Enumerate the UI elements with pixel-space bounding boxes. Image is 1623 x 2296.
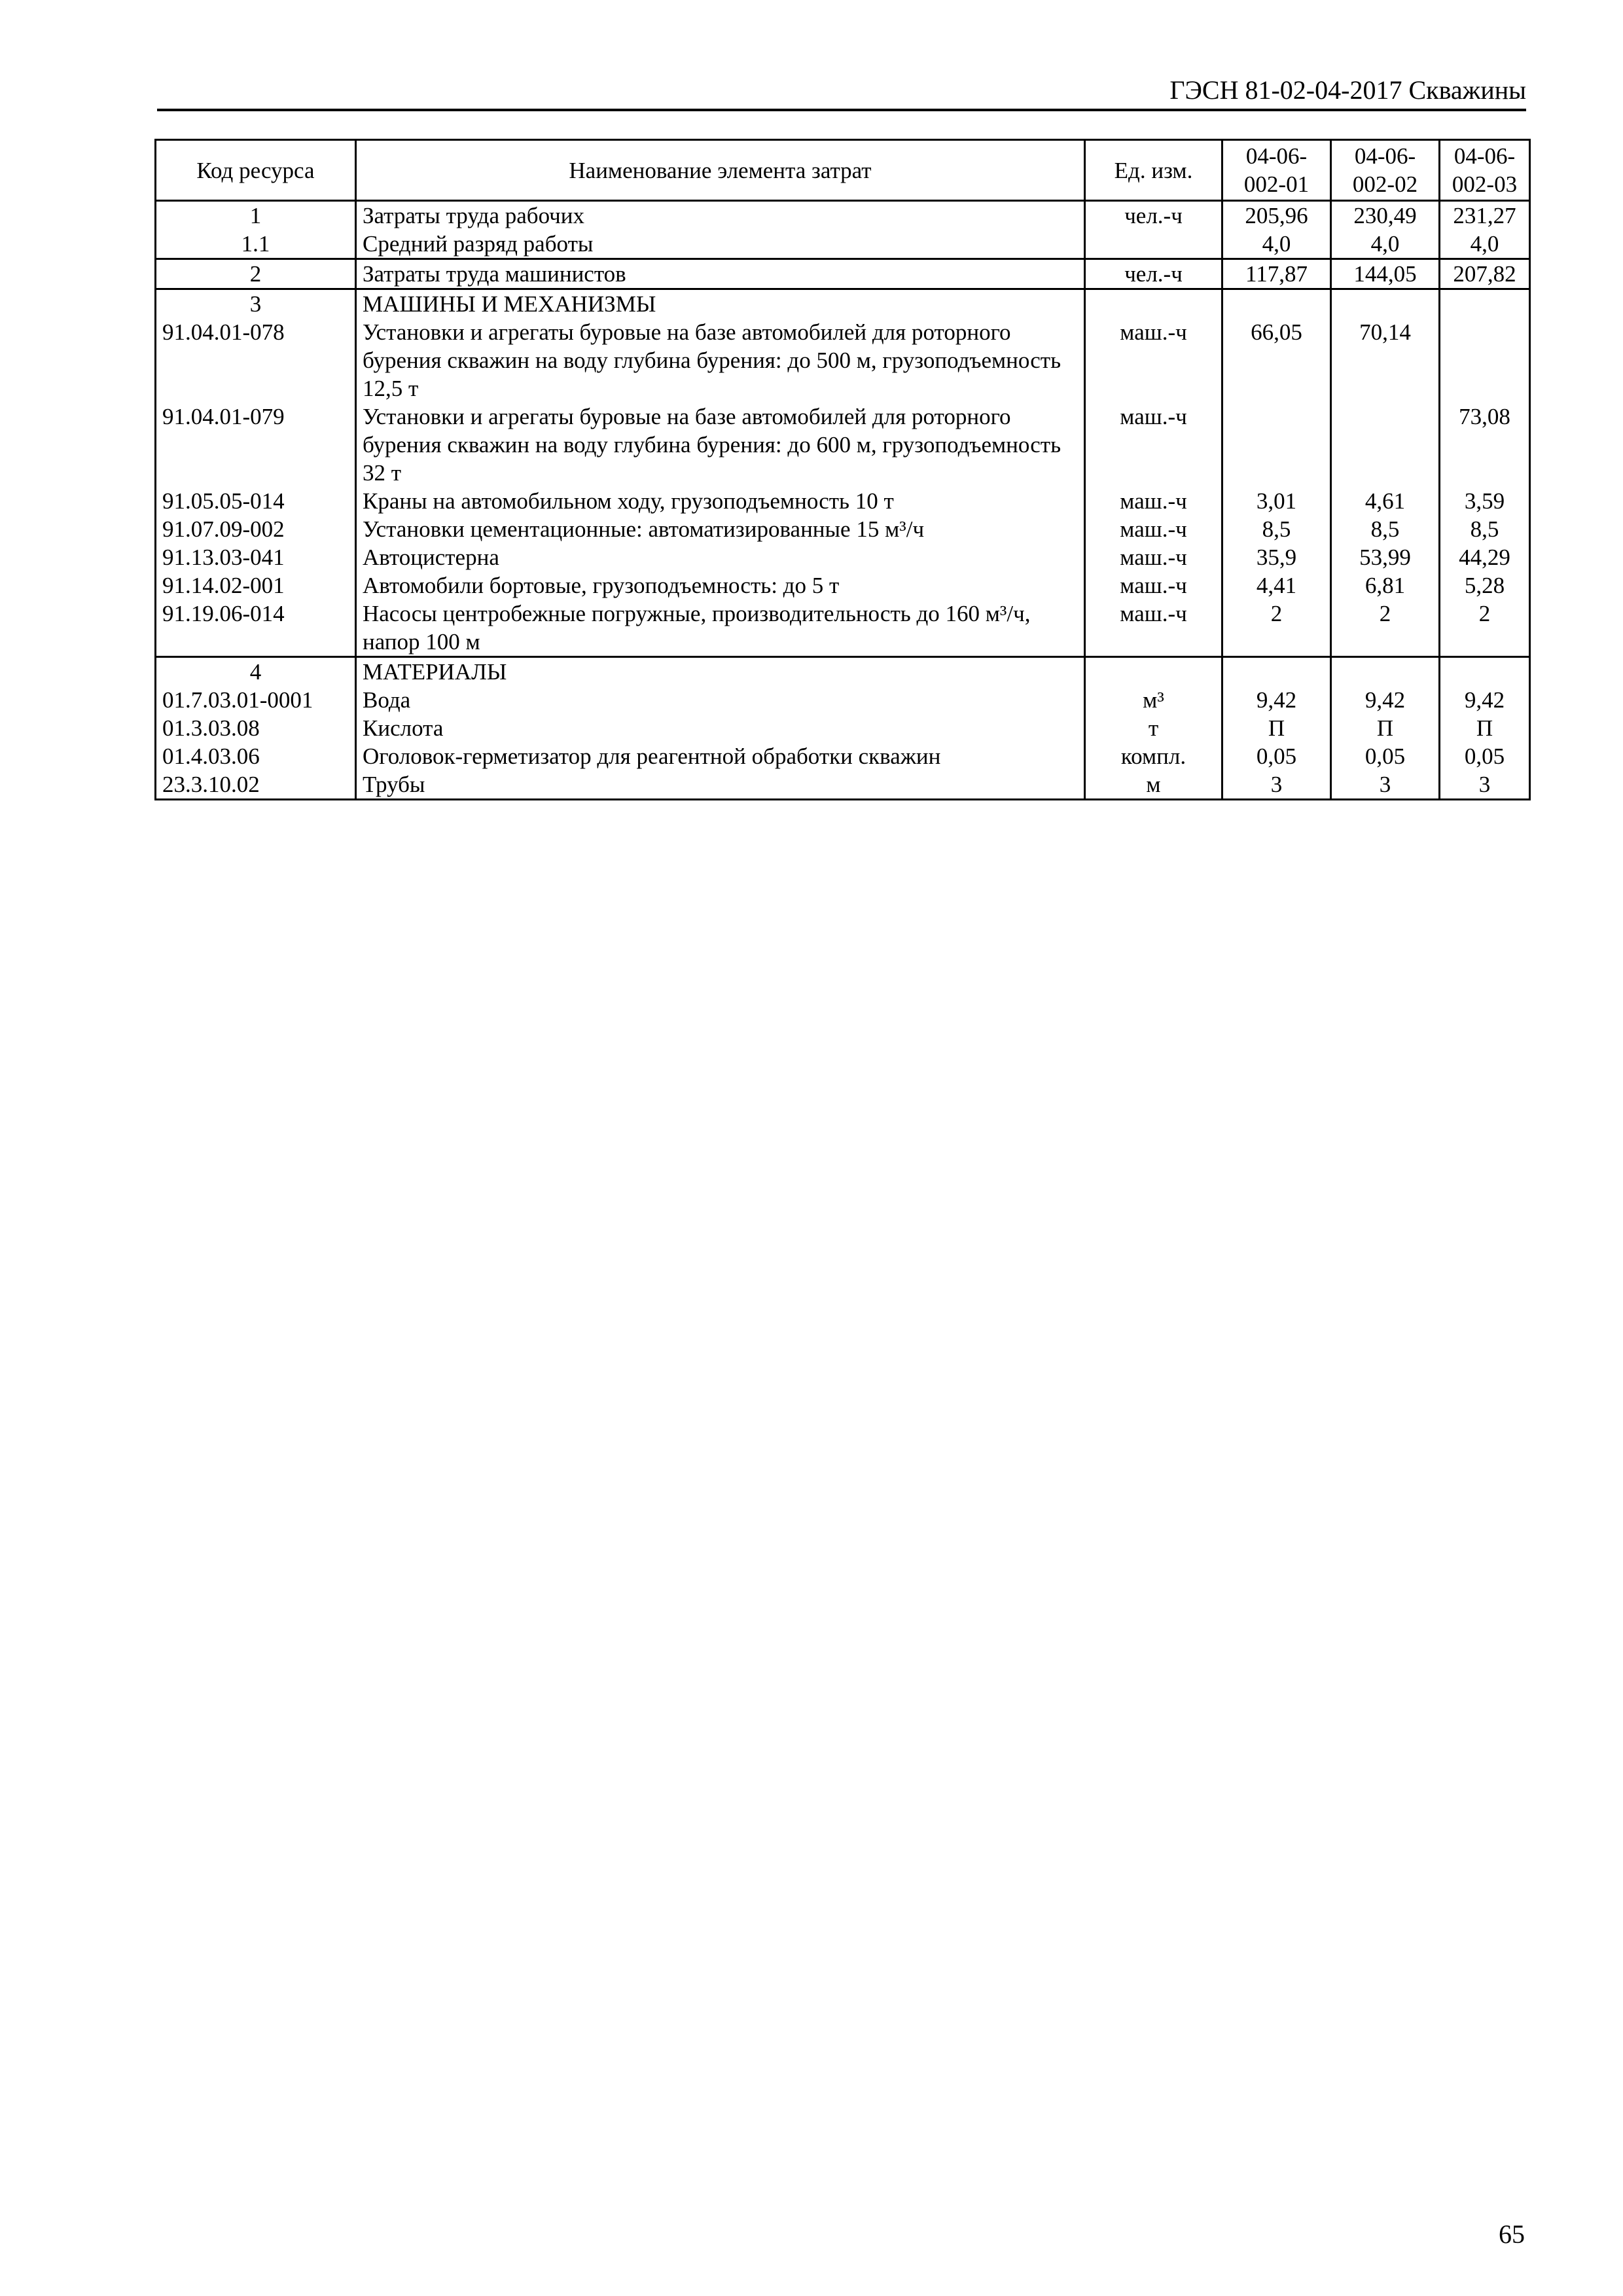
row-value-3: 207,82 [1440, 259, 1530, 289]
row-value-2: 4,0 [1331, 230, 1440, 259]
running-header-title: ГЭСН 81-02-04-2017 Скважины [1169, 75, 1526, 105]
row-code: 01.4.03.06 [156, 742, 356, 770]
row-name: Средний разряд работы [356, 230, 1085, 259]
row-value-3: 3,59 [1440, 487, 1530, 515]
row-unit: м³ [1085, 686, 1222, 714]
row-code: 91.04.01-079 [156, 403, 356, 487]
row-value-3: 4,0 [1440, 230, 1530, 259]
row-unit: т [1085, 714, 1222, 742]
row-value-3 [1440, 318, 1530, 403]
row-name: Кислота [356, 714, 1085, 742]
row-name: Автоцистерна [356, 543, 1085, 571]
row-code: 23.3.10.02 [156, 770, 356, 800]
row-value-1: 66,05 [1222, 318, 1331, 403]
row-code: 01.7.03.01-0001 [156, 686, 356, 714]
row-value-3: 8,5 [1440, 515, 1530, 543]
row-code: 91.13.03-041 [156, 543, 356, 571]
row-value-3: 9,42 [1440, 686, 1530, 714]
row-value-3: 44,29 [1440, 543, 1530, 571]
row-value-2: 144,05 [1331, 259, 1440, 289]
row-code: 1.1 [156, 230, 356, 259]
row-unit: маш.-ч [1085, 318, 1222, 403]
row-value-3: 3 [1440, 770, 1530, 800]
table-row [156, 742, 1530, 770]
row-value-2: 8,5 [1331, 515, 1440, 543]
header-code: Код ресурса [156, 140, 356, 201]
resource-table [154, 139, 1531, 800]
row-value-1: 35,9 [1222, 543, 1331, 571]
row-unit [1085, 289, 1222, 319]
row-value-1 [1222, 289, 1331, 319]
table-row [156, 714, 1530, 742]
row-value-2: 230,49 [1331, 201, 1440, 230]
row-value-2: 6,81 [1331, 571, 1440, 600]
table-row [156, 487, 1530, 515]
row-value-1: 0,05 [1222, 742, 1331, 770]
header-rule [157, 109, 1526, 111]
row-code: 91.05.05-014 [156, 487, 356, 515]
header-col1: 04-06-002-01 [1222, 140, 1331, 201]
row-unit [1085, 230, 1222, 259]
table-row [156, 515, 1530, 543]
row-value-3: 2 [1440, 600, 1530, 657]
page-number: 65 [1499, 2219, 1525, 2249]
row-value-3: 5,28 [1440, 571, 1530, 600]
row-name: Затраты труда машинистов [356, 259, 1085, 289]
row-code: 1 [156, 201, 356, 230]
row-code: 91.19.06-014 [156, 600, 356, 657]
row-value-3: 0,05 [1440, 742, 1530, 770]
row-name: Установки и агрегаты буровые на базе автомобилей для роторного бурения скважин на воду глубина бурения: до 500 м, грузоподъемность 12,5 т [356, 318, 1085, 403]
row-unit [1085, 657, 1222, 687]
row-unit: чел.-ч [1085, 259, 1222, 289]
table-row [156, 686, 1530, 714]
row-value-1: 4,41 [1222, 571, 1331, 600]
row-value-2 [1331, 657, 1440, 687]
row-code: 91.04.01-078 [156, 318, 356, 403]
section-title: МАТЕРИАЛЫ [356, 657, 1085, 687]
row-value-1: П [1222, 714, 1331, 742]
row-value-2: 53,99 [1331, 543, 1440, 571]
row-name: Оголовок-герметизатор для реагентной обработки скважин [356, 742, 1085, 770]
row-unit: маш.-ч [1085, 600, 1222, 657]
row-value-2: 4,61 [1331, 487, 1440, 515]
row-unit: чел.-ч [1085, 201, 1222, 230]
table-row [156, 770, 1530, 800]
section-row-machines [156, 289, 1530, 319]
row-unit: маш.-ч [1085, 487, 1222, 515]
row-unit: компл. [1085, 742, 1222, 770]
row-name: Затраты труда рабочих [356, 201, 1085, 230]
row-value-2: П [1331, 714, 1440, 742]
row-unit: маш.-ч [1085, 515, 1222, 543]
table-row [156, 259, 1530, 289]
section-row-materials [156, 657, 1530, 687]
row-name: Автомобили бортовые, грузоподъемность: до 5 т [356, 571, 1085, 600]
row-value-2: 0,05 [1331, 742, 1440, 770]
row-value-1 [1222, 403, 1331, 487]
table-row [156, 600, 1530, 657]
row-name: Вода [356, 686, 1085, 714]
table-row [156, 543, 1530, 571]
row-value-1 [1222, 657, 1331, 687]
table-row [156, 201, 1530, 230]
row-value-1: 9,42 [1222, 686, 1331, 714]
header-name: Наименование элемента затрат [356, 140, 1085, 201]
row-code: 91.14.02-001 [156, 571, 356, 600]
header-unit: Ед. изм. [1085, 140, 1222, 201]
row-value-1: 117,87 [1222, 259, 1331, 289]
table-row [156, 230, 1530, 259]
row-code: 4 [156, 657, 356, 687]
table-row [156, 403, 1530, 487]
row-code: 2 [156, 259, 356, 289]
table-row [156, 318, 1530, 403]
row-name: Краны на автомобильном ходу, грузоподъемность 10 т [356, 487, 1085, 515]
row-value-1: 205,96 [1222, 201, 1331, 230]
row-value-3: 231,27 [1440, 201, 1530, 230]
row-unit: маш.-ч [1085, 543, 1222, 571]
row-value-2: 2 [1331, 600, 1440, 657]
row-value-3 [1440, 289, 1530, 319]
row-unit: м [1085, 770, 1222, 800]
header-col2: 04-06-002-02 [1331, 140, 1440, 201]
row-value-1: 4,0 [1222, 230, 1331, 259]
row-name: Установки цементационные: автоматизированные 15 м³/ч [356, 515, 1085, 543]
table-row [156, 571, 1530, 600]
row-unit: маш.-ч [1085, 571, 1222, 600]
row-code: 91.07.09-002 [156, 515, 356, 543]
row-value-1: 2 [1222, 600, 1331, 657]
row-value-3: П [1440, 714, 1530, 742]
row-name: Установки и агрегаты буровые на базе автомобилей для роторного бурения скважин на воду глубина бурения: до 600 м, грузоподъемность 32 т [356, 403, 1085, 487]
row-code: 01.3.03.08 [156, 714, 356, 742]
row-name: Насосы центробежные погружные, производительность до 160 м³/ч, напор 100 м [356, 600, 1085, 657]
row-unit: маш.-ч [1085, 403, 1222, 487]
section-title: МАШИНЫ И МЕХАНИЗМЫ [356, 289, 1085, 319]
row-value-2 [1331, 403, 1440, 487]
row-value-1: 3,01 [1222, 487, 1331, 515]
row-value-2: 70,14 [1331, 318, 1440, 403]
header-col3: 04-06-002-03 [1440, 140, 1530, 201]
row-value-1: 3 [1222, 770, 1331, 800]
row-value-1: 8,5 [1222, 515, 1331, 543]
row-value-3 [1440, 657, 1530, 687]
row-value-2 [1331, 289, 1440, 319]
table-header-row [156, 140, 1530, 201]
row-code: 3 [156, 289, 356, 319]
row-value-3: 73,08 [1440, 403, 1530, 487]
row-value-2: 3 [1331, 770, 1440, 800]
row-name: Трубы [356, 770, 1085, 800]
row-value-2: 9,42 [1331, 686, 1440, 714]
